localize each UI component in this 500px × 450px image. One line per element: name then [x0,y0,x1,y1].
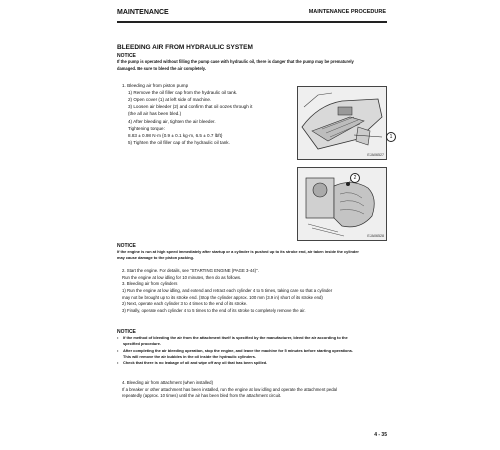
notice-line: If the engine is run at high speed immediately after startup or a cylinder is pushed up to its stroke end, air taken inside the cylinder [117,249,359,254]
section-header: MAINTENANCE [117,9,169,16]
step-1-block [122,82,252,146]
step-line: 2) Next, operate each cylinder 3 to 4 times to the end of its stroke. [122,301,248,307]
page-title: BLEEDING AIR FROM HYDRAULIC SYSTEM [117,44,253,51]
step-item: 3) Loosen air bleeder (2) and confirm that oil oozes through it [128,104,253,110]
step-line: Run the engine at low idling for 10 minutes, then do as follows. [122,274,242,280]
step-item: 5) Tighten the oil filler cap of the hydraulic oil tank. [128,139,230,145]
notice-block-1 [117,53,387,72]
notice-line: specified procedure. [123,341,162,347]
notice-bullet: • After completing the air bleeding operation, stop the engine, and leave the machine for 5 minutes before starting operations. This will remove the air bubbles in the oil inside the hydraulic cylinders. [117,347,354,359]
figure-code: EJA06528 [367,234,384,238]
step-heading: 4. Bleeding air from attachment (when installed) [122,380,213,385]
notice-bullet: • If the method of bleeding the air from the attachment itself is specified by the manufacturer, bleed the air according to the specified procedure. [117,335,348,347]
notice-line: This will remove the air bubbles in the oil inside the hydraulic cylinders. [123,353,256,359]
notice-line: Check that there is no leakage of oil and wipe off any oil that has been spilled. [123,360,268,365]
callout-1: 1 [386,132,396,142]
step-line: repeatedly (approx. 10 times) until the air has been bled from the attachment circuit. [122,393,282,399]
step-heading: 1. Bleeding air from piston pump [122,83,189,88]
notice-label: NOTICE [117,243,136,249]
step-line: 2. Start the engine. For details, see "STARTING ENGINE (PAGE 3-44)". [122,268,259,273]
step-item: Tightening torque: [128,125,165,131]
page-number: 4 - 35 [374,432,387,438]
notice-label: NOTICE [117,329,136,335]
notice-label: NOTICE [117,53,136,59]
notice-line: damaged. Be sure to bleed the air completely. [117,65,206,71]
step-line: If a breaker or other attachment has been installed, run the engine at low idling and operate the attachment pedal [122,386,337,392]
step-item: 2) Open cover (1) at left side of machine. [128,97,212,103]
notice-line: If the method of bleeding the air from the attachment itself is specified by the manufacturer, bleed the air according to the [123,335,348,340]
notice-line: After completing the air bleeding operation, stop the engine, and leave the machine for 5 minutes before starting operations. [123,347,354,353]
figure-cover-illustration [297,86,387,160]
step-item: 8.83 ± 0.98 N·m {0.9 ± 0.1 kg·m, 6.5 ± 0.7 lbft} [128,132,223,138]
steps-2-3-block [122,268,332,315]
notice-block-2 [117,243,387,262]
notice-line: If the pump is operated without filling the pump case with hydraulic oil, there is danger that the pump may be prematurely [117,59,354,64]
notice-line: may cause damage to the piston packing. [117,255,194,261]
step-line: 3) Finally, operate each cylinder 4 to 5 times to the end of its stroke to completely remove the air. [122,307,306,313]
notice-block-3 [117,329,389,366]
step-item: (the all air has been bled.) [128,111,182,117]
pump-drawing [298,168,386,240]
step-item: 1) Remove the oil filler cap from the hydraulic oil tank. [128,90,238,96]
figure-code: EJA06527 [367,153,384,157]
step-line: 1) Run the engine at low idling, and extend and retract each cylinder 4 to 5 times, taking care so that a cylinder [122,287,333,293]
step-item: 4) After bleeding air, tighten the air bleeder. [128,118,216,124]
step-line: 3. Bleeding air from cylinders [122,281,178,287]
chapter-header: MAINTENANCE PROCEDURE [308,9,386,15]
step-4-block [122,380,337,400]
notice-bullet: • Check that there is no leakage of oil and wipe off any oil that has been spilled. [117,360,268,365]
header-rule [117,21,387,23]
machine-cover-drawing [298,87,386,159]
figure-air-bleeder-illustration [297,167,387,241]
step-line: may not be brought up to its stroke end. (Stop the cylinder approx. 100 mm (3.9 in) short of its stroke end) [122,294,323,300]
callout-2: 2 [350,173,360,183]
